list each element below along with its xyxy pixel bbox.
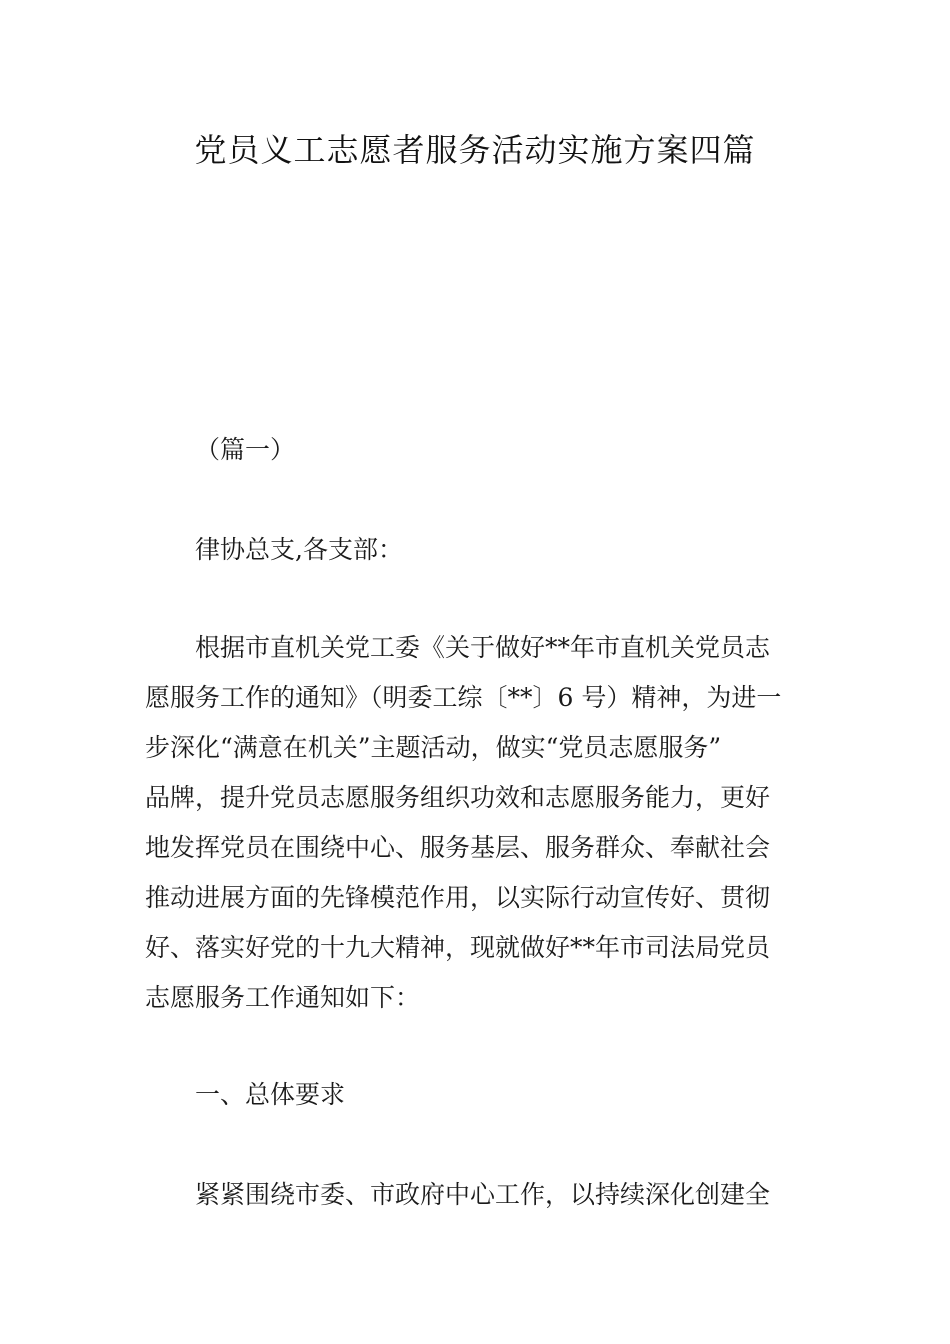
document-title: 党员义工志愿者服务活动实施方案四篇 (194, 131, 756, 169)
salutation: 律协总支,各支部： (195, 535, 403, 564)
paragraph-line: 品牌，提升党员志愿服务组织功效和志愿服务能力，更好 (145, 783, 771, 812)
paragraph-line: 好、落实好党的十九大精神，现就做好**年市司法局党员 (145, 933, 771, 962)
paragraph-line: 地发挥党员在围绕中心、服务基层、服务群众、奉献社会 (145, 833, 771, 862)
paragraph-line: 志愿服务工作通知如下： (145, 983, 421, 1012)
section-heading: 一、总体要求 (195, 1080, 346, 1109)
paragraph-line: 愿服务工作的通知》（明委工综〔**〕6 号）精神，为进一 (145, 683, 782, 712)
paragraph-line: 紧紧围绕市委、市政府中心工作，以持续深化创建全 (195, 1180, 771, 1209)
paragraph-line: 推动进展方面的先锋模范作用，以实际行动宣传好、贯彻 (145, 883, 771, 912)
paragraph-line: 根据市直机关党工委《关于做好**年市直机关党员志 (195, 633, 771, 662)
paragraph-line: 步深化“满意在机关”主题活动，做实“党员志愿服务” (145, 733, 722, 762)
section-label: （篇一） (195, 435, 296, 464)
